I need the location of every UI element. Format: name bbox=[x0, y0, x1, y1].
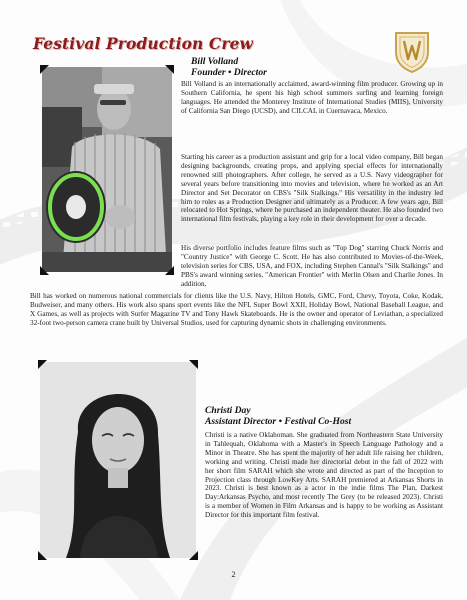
bill-bio-paragraph-2: Starting his career as a production assistant and grip for a local video company, Bill began designing backgrounds, creating props, and applying special effects for internationally renowned still photographers. After college, he served as a U.S. Navy videographer for several years before transitioning into movies and television, where he worked as an Art Director and Set Decorator on CBS's "Silk Stalkings." His versatility in the industry led him to roles as a Production Designer and ultimately as a Producer. A few years ago, Bill relocated to Hot Springs, where he purchased an independent theater. He also founded two international film festivals, playing a key role in their development for over a decade. bbox=[181, 153, 443, 224]
christi-day-photo bbox=[40, 362, 196, 558]
christi-heading bbox=[205, 405, 351, 427]
shield-emblem-icon bbox=[392, 30, 432, 74]
christi-role: Assistant Director • Festival Co-Host bbox=[205, 416, 352, 427]
portrait-photo-icon bbox=[40, 362, 196, 558]
christi-bio-paragraph: Christi is a native Oklahoman. She graduated from Northeastern State University in Tahlequah, Oklahoma with a Master's in Speech Language Pathology and a Minor in Theatre. She has spent the majority of her adult life raising her children, working and writing. Christi made her directorial debut in the fall of 2022 with her short film SARAH which she wrote and directed as part of the Inception to Projection class through LowKey Arts. SARAH premiered at Arkansas Shorts in 2023. Christi is best known as a actor in the indie films The Plan, Darkest Day:Arkansas Psycho, and most recently The Grey (to be released 2023). Christi is a member of Women in Film Arkansas and is happy to be working as Assistant Director for this important film festival. bbox=[205, 431, 443, 520]
christi-name: Christi Day bbox=[205, 405, 251, 416]
page-title: Festival Production Crew bbox=[33, 34, 253, 53]
page-number: 2 bbox=[231, 570, 236, 579]
bill-name: Bill Volland bbox=[191, 56, 239, 67]
bill-heading bbox=[191, 56, 267, 78]
bill-role: Founder • Director bbox=[191, 67, 267, 78]
bill-bio-paragraph-1: Bill Volland is an internationally acclaimed, award-winning film producer. Growing up in Southern California, he spent his high school summers surfing and learning foreign languages. He attended the Monterey Institute of International Studies (MIIS), University of California San Diego (UCSD), and CILCAL in Cuernavaca, Mexico. bbox=[181, 80, 443, 115]
bill-bio-paragraph-3: His diverse portfolio includes feature films such as "Top Dog" starring Chuck Norris and "Country Justice" with George C. Scott. He has also contributed to Movies-of-the-Week, television series for CBS, USA, and FOX, including Stephen Cannal's "Silk Stalkings" and PBS's award winning series, "American Frontier" with Merlin Olsen and Charlie Jones. In addition, bbox=[181, 244, 443, 288]
bill-bio-paragraph-3-continued: Bill has worked on numerous national commercials for clients like the U.S. Navy, Hilton Hotels, GMC, Ford, Chevy, Toyota, Coke, Kodak, Budweiser, and many others. His work also spans sport events like the NFL Super Bowl XXII, Holiday Bowl, National Baseball League, and X Games, as well as projects with Surfer Magazine TV and Tony Hawk Skateboards. He is the owner and operator of Leviathan, a specialized 32-foot two-person camera crane built by Universal Studios, used for capturing dynamic shots in challenging environments. bbox=[30, 292, 443, 327]
bill-volland-photo bbox=[42, 67, 172, 272]
portrait-photo-icon bbox=[42, 67, 172, 272]
